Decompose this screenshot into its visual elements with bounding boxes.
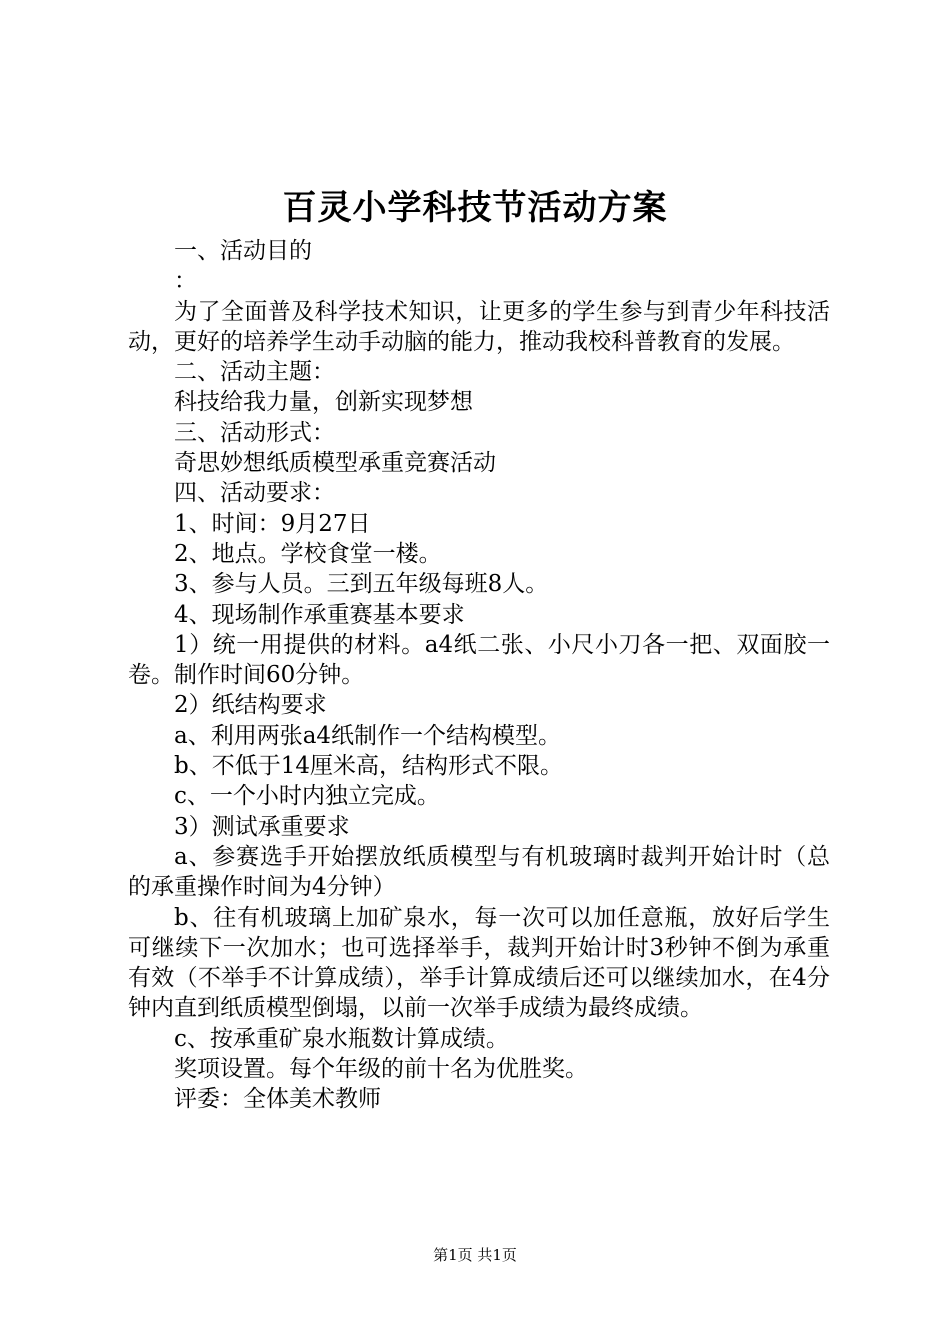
judges-text: 评委：全体美术教师 xyxy=(174,1086,381,1113)
section-heading-requirements: 四、活动要求： xyxy=(174,480,335,507)
load-test-item-c: c、按承重矿泉水瓶数计算成绩。 xyxy=(174,1025,509,1052)
requirement-materials: 1）统一用提供的材料。a4纸二张、小尺小刀各一把、双面胶一卷。制作时间60分钟。 xyxy=(128,631,830,689)
stray-colon: ： xyxy=(174,268,197,295)
requirement-location: 2、地点。学校食堂一楼。 xyxy=(174,540,442,567)
page-footer: 第1页 共1页 xyxy=(433,1246,517,1264)
requirement-time: 1、时间：9月27日 xyxy=(174,510,371,537)
requirement-onsite-heading: 4、现场制作承重赛基本要求 xyxy=(174,601,465,628)
requirement-participants: 3、参与人员。三到五年级每班8人。 xyxy=(174,571,549,598)
load-test-item-b: b、往有机玻璃上加矿泉水，每一次可以加任意瓶，放好后学生可继续下一次加水；也可选择举手，裁判开始计时3秒钟不倒为承重有效（不举手不计算成绩），举手计算成绩后还可以继续加水，在4分钟内直到纸质模型倒塌，以前一次举手成绩为最终成绩。 xyxy=(128,904,830,1022)
section-heading-format: 三、活动形式： xyxy=(174,419,335,446)
load-test-heading: 3）测试承重要求 xyxy=(174,813,350,840)
structure-item-c: c、一个小时内独立完成。 xyxy=(174,783,440,810)
load-test-item-a: a、参赛选手开始摆放纸质模型与有机玻璃时裁判开始计时（总的承重操作时间为4分钟） xyxy=(128,843,830,901)
structure-item-b: b、不低于14厘米高，结构形式不限。 xyxy=(174,753,563,780)
format-text: 奇思妙想纸质模型承重竞赛活动 xyxy=(174,450,496,477)
structure-item-a: a、利用两张a4纸制作一个结构模型。 xyxy=(174,722,562,749)
document-body xyxy=(128,236,830,1115)
awards-text: 奖项设置。每个年级的前十名为优胜奖。 xyxy=(174,1056,588,1083)
structure-requirements-heading: 2）纸结构要求 xyxy=(174,692,327,719)
theme-text: 科技给我力量，创新实现梦想 xyxy=(174,389,473,416)
purpose-paragraph: 为了全面普及科学技术知识，让更多的学生参与到青少年科技活动，更好的培养学生动手动脑的能力，推动我校科普教育的发展。 xyxy=(128,298,830,355)
document-title: 百灵小学科技节活动方案 xyxy=(282,188,668,228)
section-heading-purpose: 一、活动目的 xyxy=(174,238,312,264)
section-heading-theme: 二、活动主题： xyxy=(174,359,335,386)
